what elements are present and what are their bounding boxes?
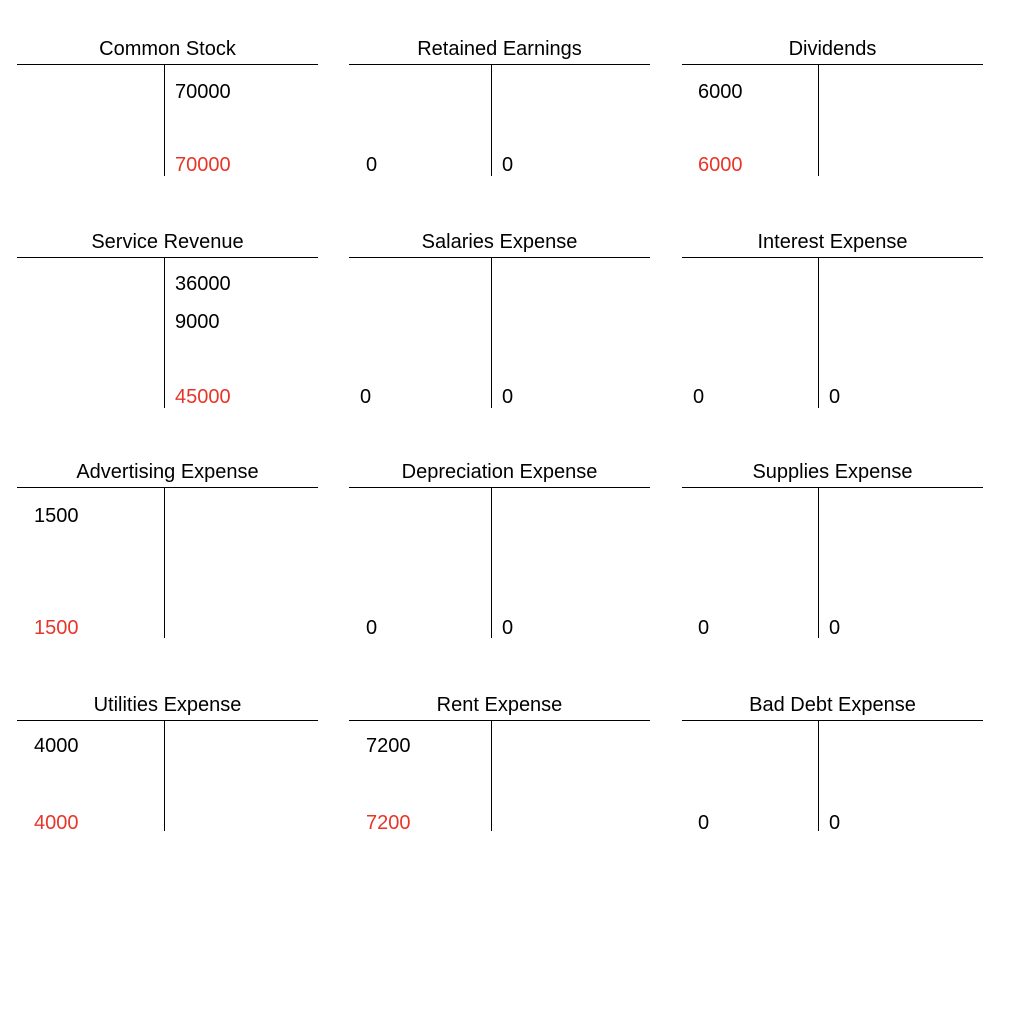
t-account-supplies-expense [682,460,983,640]
credit-total: 0 [502,154,514,176]
t-account-top-rule [17,257,318,258]
debit-total: 0 [366,617,378,639]
debit-total: 1500 [34,617,79,639]
t-account-top-rule [349,257,650,258]
t-account-center-rule [818,720,819,831]
debit-total: 7200 [366,812,411,834]
account-title: Service Revenue [91,231,244,253]
t-account-center-rule [164,487,165,638]
t-account-top-rule [349,64,650,65]
debit-total: 4000 [34,812,79,834]
t-account-common-stock [17,37,318,177]
credit-total: 70000 [175,154,231,176]
debit-total: 0 [693,386,705,408]
debit-total: 6000 [698,154,743,176]
account-title: Interest Expense [757,231,908,253]
credit-total: 45000 [175,386,231,408]
t-account-salaries-expense [349,230,650,410]
account-title: Common Stock [99,38,236,60]
t-account-center-rule [818,257,819,408]
t-account-center-rule [164,64,165,176]
credit-total: 0 [829,617,841,639]
t-account-center-rule [491,257,492,408]
t-account-center-rule [491,64,492,176]
credit-total: 0 [829,812,841,834]
t-account-center-rule [164,720,165,831]
account-title: Retained Earnings [417,38,582,60]
account-title: Salaries Expense [421,231,578,253]
debit-entry: 6000 [698,81,743,103]
account-title: Depreciation Expense [401,461,598,483]
t-account-top-rule [17,720,318,721]
t-account-utilities-expense [17,693,318,833]
account-title: Supplies Expense [752,461,913,483]
t-account-depreciation-expense [349,460,650,640]
t-account-center-rule [818,64,819,176]
t-account-retained-earnings [349,37,650,177]
debit-total: 0 [366,154,378,176]
debit-entry: 7200 [366,735,411,757]
t-account-bad-debt-expense [682,693,983,833]
t-account-center-rule [491,487,492,638]
t-account-top-rule [349,487,650,488]
t-account-top-rule [17,64,318,65]
credit-total: 0 [502,617,514,639]
credit-total: 0 [829,386,841,408]
debit-total: 0 [698,812,710,834]
t-account-advertising-expense [17,460,318,640]
t-account-top-rule [349,720,650,721]
t-account-service-revenue [17,230,318,410]
debit-entry: 4000 [34,735,79,757]
account-title: Advertising Expense [76,461,259,483]
t-account-top-rule [17,487,318,488]
t-account-top-rule [682,64,983,65]
t-account-center-rule [164,257,165,408]
debit-total: 0 [360,386,372,408]
account-title: Dividends [788,38,877,60]
t-account-top-rule [682,487,983,488]
credit-total: 0 [502,386,514,408]
t-account-rent-expense [349,693,650,833]
account-title: Utilities Expense [93,694,242,716]
account-title: Bad Debt Expense [749,694,916,716]
debit-entry: 1500 [34,505,79,527]
t-account-top-rule [682,720,983,721]
t-account-interest-expense [682,230,983,410]
t-account-dividends [682,37,983,177]
account-title: Rent Expense [436,694,563,716]
t-account-center-rule [491,720,492,831]
credit-entry: 70000 [175,81,231,103]
t-account-center-rule [818,487,819,638]
credit-entry: 36000 [175,273,231,295]
t-account-top-rule [682,257,983,258]
credit-entry: 9000 [175,311,220,333]
debit-total: 0 [698,617,710,639]
